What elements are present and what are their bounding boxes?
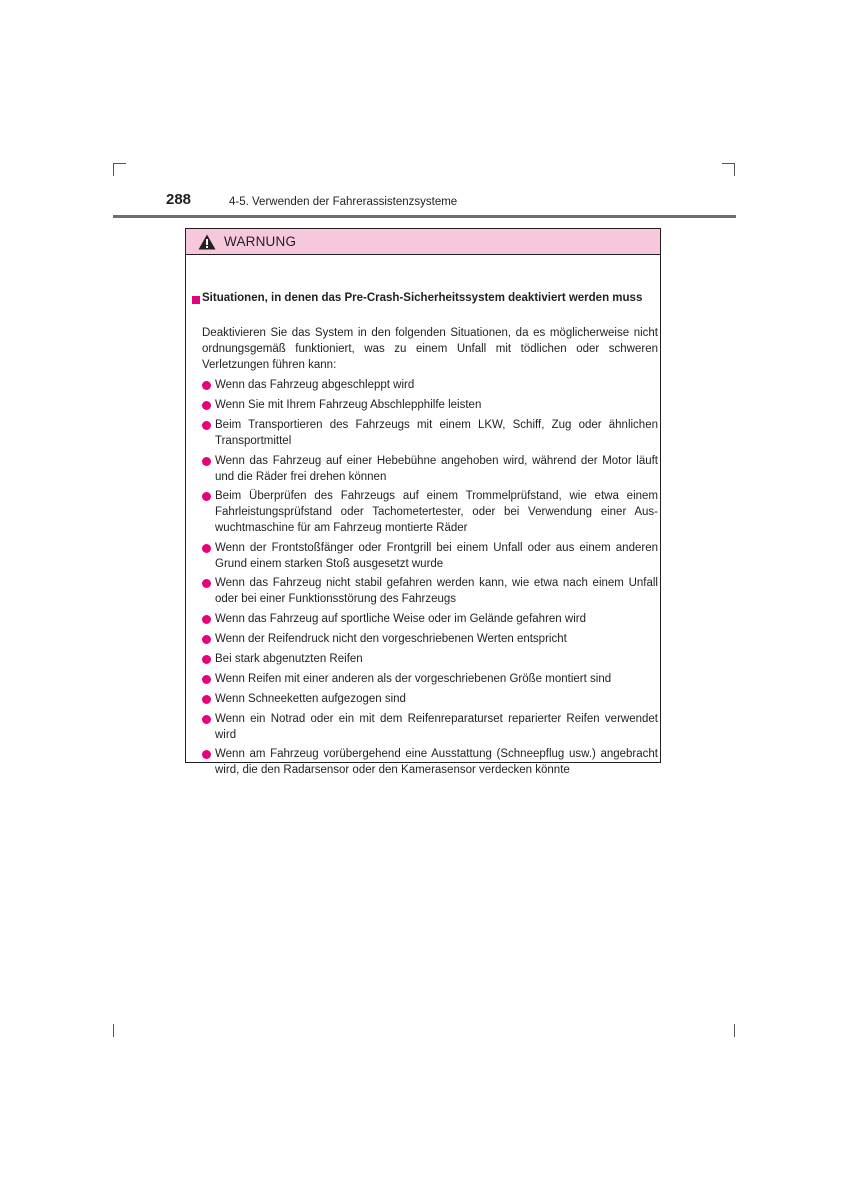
list-item-text: Beim Transportieren des Fahrzeugs mit einem LKW, Schiff, Zug oder ähnlichen Transportmittel [215, 419, 658, 447]
list-item [202, 397, 658, 413]
warning-box [185, 228, 661, 776]
list-item-text: Wenn das Fahrzeug abgeschleppt wird [215, 379, 415, 391]
list-item [202, 488, 658, 536]
bullet-dot [202, 579, 211, 588]
list-item [202, 711, 658, 743]
bullet-dot [202, 655, 211, 664]
list-item [202, 575, 658, 607]
list-item [202, 417, 658, 449]
bullet-dot [202, 381, 211, 390]
list-item [202, 631, 658, 647]
list-item-text: Wenn ein Notrad oder ein mit dem Reifenreparaturset reparierter Reifen verwendet wird [215, 713, 658, 741]
crop-mark-bottom-left [113, 1024, 114, 1037]
bullet-dot [202, 675, 211, 684]
intro-paragraph: Deaktivieren Sie das System in den folgenden Situationen, da es möglicherweise nicht ordnungsgemäß funktioniert, was zu einem Unfall mit tödlichen oder schweren Verletzungen führen kann: [202, 327, 658, 371]
bullet-dot [202, 421, 211, 430]
header-rule [113, 215, 736, 218]
bullet-dot [202, 635, 211, 644]
warning-label: WARNUNG [224, 234, 297, 249]
list-item-text: Wenn der Reifendruck nicht den vorgeschriebenen Werten entspricht [215, 633, 567, 645]
list-item-text: Wenn das Fahrzeug auf sportliche Weise oder im Gelände gefahren wird [215, 613, 586, 625]
list-item-text: Wenn am Fahrzeug vorübergehend eine Ausstattung (Schneepflug usw.) angebracht wird, die den Radarsensor oder den Kamerasensor verdecken könnte [215, 748, 658, 776]
list-item-text: Wenn das Fahrzeug nicht stabil gefahren werden kann, wie etwa nach einem Unfall oder bei einer Funktionsstörung des Fahrzeugs [215, 577, 658, 605]
list-item [202, 453, 658, 485]
section-title: 4-5. Verwenden der Fahrerassistenzsysteme [229, 196, 458, 208]
section-heading: Situationen, in denen das Pre-Crash-Sicherheitssystem deaktiviert werden muss [202, 292, 643, 304]
list-item-text: Wenn Sie mit Ihrem Fahrzeug Abschlepphilfe leisten [215, 399, 482, 411]
list-item-text: Beim Überprüfen des Fahrzeugs auf einem Trommelprüfstand, wie etwa einem Fahrleistungsprüfstand oder Tachometertester, oder bei Verwendung einer Auswuchtmaschine für am Fahrzeug montierte Räder [215, 490, 658, 534]
bullet-dot [202, 457, 211, 466]
bullet-dot [202, 615, 211, 624]
list-item-text: Wenn Schneeketten aufgezogen sind [215, 693, 406, 705]
section-square-bullet [192, 296, 200, 304]
crop-mark-top-right-v [734, 163, 735, 176]
crop-mark-bottom-right [734, 1024, 735, 1037]
list-item [202, 611, 658, 627]
bullet-dot [202, 544, 211, 553]
list-item [202, 691, 658, 707]
list-item [202, 671, 658, 687]
warning-header [186, 229, 660, 255]
page-number: 288 [166, 191, 192, 208]
bullet-dot [202, 715, 211, 724]
list-item [202, 651, 658, 667]
warning-triangle-icon [198, 234, 216, 250]
crop-mark-top-left-v [113, 163, 114, 176]
list-item [202, 746, 658, 778]
warning-body [186, 255, 660, 776]
bullet-dot [202, 492, 211, 501]
list-item [202, 540, 658, 572]
bullet-dot [202, 401, 211, 410]
list-item-text: Bei stark abgenutzten Reifen [215, 653, 363, 665]
list-item-text: Wenn Reifen mit einer anderen als der vorgeschriebenen Größe montiert sind [215, 673, 612, 685]
bullet-dot [202, 695, 211, 704]
bullet-dot [202, 750, 211, 759]
list-item-text: Wenn der Frontstoßfänger oder Frontgrill bei einem Unfall oder aus einem anderen Grund einem starken Stoß ausgesetzt wurde [215, 542, 658, 570]
list-item-text: Wenn das Fahrzeug auf einer Hebebühne angehoben wird, während der Motor läuft und die Räder frei drehen können [215, 455, 658, 483]
list-item [202, 377, 658, 393]
crop-mark-top-left-h [113, 163, 126, 164]
